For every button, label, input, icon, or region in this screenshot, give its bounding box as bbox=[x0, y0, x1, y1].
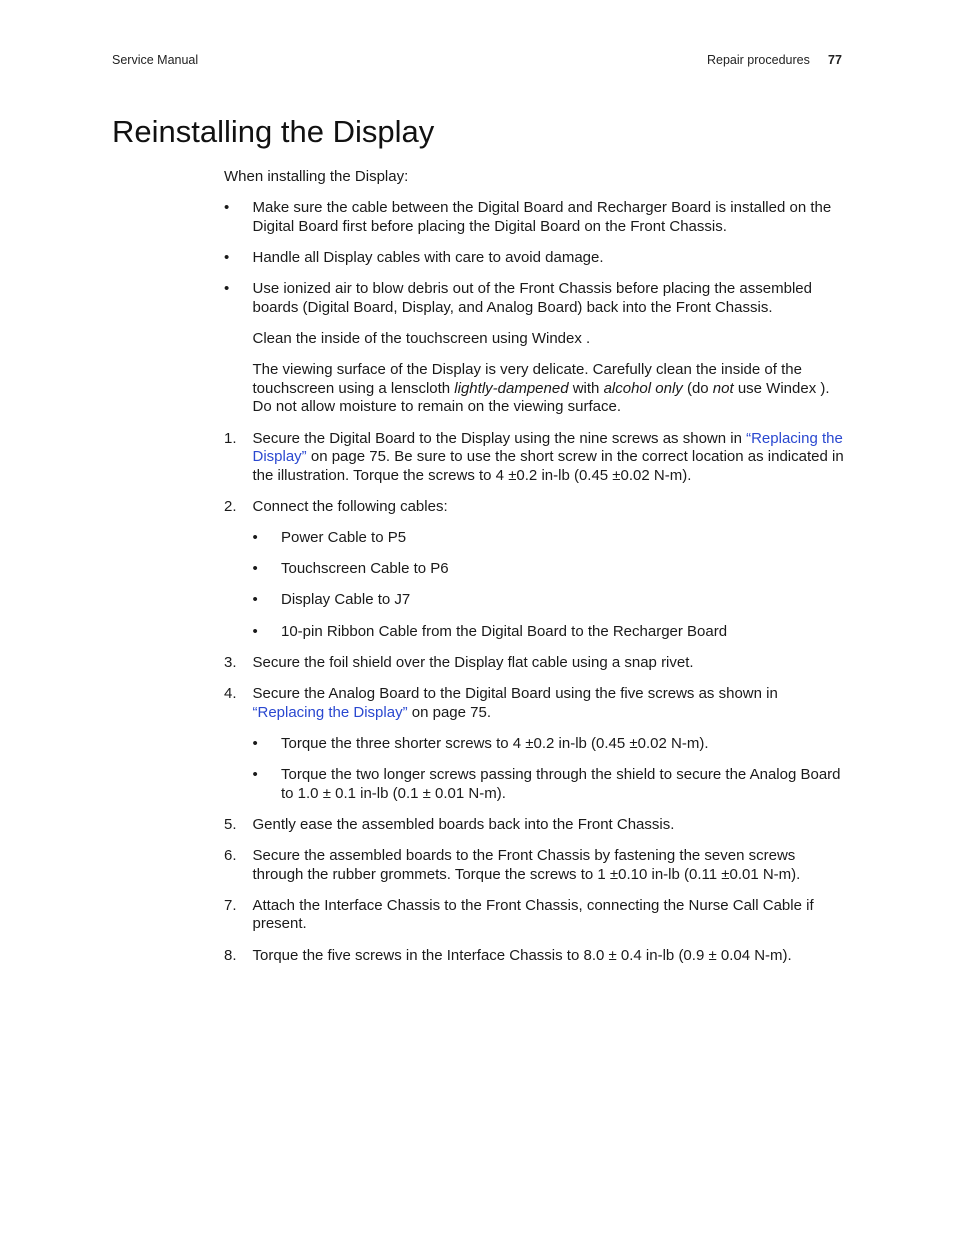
step-text: Secure the assembled boards to the Front Chassis by fastening the seven screws through the rubber grommets. Torque the screws to 1 ±0.10 in-lb (0.11 ±0.01 N-m). bbox=[252, 846, 801, 883]
cleaning-note: Clean the inside of the touchscreen using Windex . bbox=[252, 329, 591, 347]
caution-text: use Windex ). Do not allow moisture to remain on the viewing surface. bbox=[252, 379, 830, 416]
bullet-mark: • bbox=[252, 591, 258, 609]
running-header-section: Repair procedures bbox=[707, 53, 810, 67]
step-text bbox=[253, 430, 845, 486]
caution-emphasis: lightly-dampened bbox=[454, 379, 569, 397]
step-7 bbox=[224, 897, 844, 934]
bullet-mark: • bbox=[252, 765, 258, 783]
step-text: Connect the following cables: bbox=[252, 497, 448, 515]
bullet-mark: • bbox=[252, 560, 258, 578]
caution-text: (do bbox=[682, 379, 713, 397]
sub-bullet-item bbox=[253, 623, 845, 642]
step-text-part: on page 75. bbox=[407, 703, 491, 721]
caution-emphasis: alcohol only bbox=[603, 379, 683, 397]
sub-bullet-item bbox=[253, 529, 845, 548]
bullet-mark: • bbox=[252, 529, 258, 547]
step-6 bbox=[224, 847, 844, 884]
step-3 bbox=[224, 654, 844, 673]
step-4 bbox=[224, 685, 844, 722]
step-text: Torque the five screws in the Interface Chassis to 8.0 ± 0.4 in-lb (0.9 ± 0.04 N-m). bbox=[252, 946, 792, 964]
page-title: Reinstalling the Display bbox=[112, 114, 435, 149]
step-number: 1. bbox=[224, 429, 237, 447]
step-5 bbox=[224, 816, 844, 835]
step-number: 5. bbox=[224, 815, 237, 833]
sub-bullet-item bbox=[253, 560, 845, 579]
caution-text: The viewing surface of the Display is very delicate. Carefully clean the inside of the touchscreen using a lenscloth bbox=[252, 361, 802, 397]
page-number: 77 bbox=[828, 53, 842, 67]
bullet-mark: • bbox=[224, 199, 230, 217]
caution-text: with bbox=[568, 379, 604, 397]
cable-item: 10-pin Ribbon Cable from the Digital Board to the Recharger Board bbox=[281, 622, 728, 640]
step-text-part: Secure the Digital Board to the Display using the nine screws as shown in bbox=[252, 429, 747, 447]
intro-text: When installing the Display: bbox=[224, 168, 409, 185]
caution-note bbox=[253, 361, 845, 417]
step-text-part: on page 75. Be sure to use the short screw in the correct location as indicated in the illustration. Torque the screws to 4 ±0.2 in-lb (0.45 ±0.02 N-m). bbox=[252, 448, 844, 484]
step-2 bbox=[224, 498, 844, 517]
cross-reference-link[interactable]: “Replacing the Display” bbox=[252, 429, 843, 466]
bullet-mark: • bbox=[224, 280, 230, 298]
bullet-text: Use ionized air to blow debris out of the Front Chassis before placing the assembled boards (Digital Board, Display, and Analog Board) back into the Front Chassis. bbox=[252, 280, 812, 316]
running-header-title: Service Manual bbox=[112, 53, 199, 67]
caution-emphasis: not bbox=[712, 379, 734, 397]
procedure-body bbox=[224, 168, 844, 978]
torque-item: Torque the three shorter screws to 4 ±0.2 in-lb (0.45 ±0.02 N-m). bbox=[281, 734, 709, 752]
step-8 bbox=[224, 947, 844, 966]
bullet-mark: • bbox=[252, 622, 258, 640]
cross-reference-link[interactable]: “Replacing the Display” bbox=[252, 703, 408, 721]
step-number: 2. bbox=[224, 497, 237, 515]
torque-item: Torque the two longer screws passing through the shield to secure the Analog Board to 1.0 ± 0.1 in-lb (0.1 ± 0.01 N-m). bbox=[281, 765, 841, 802]
step-number: 4. bbox=[224, 685, 237, 702]
bullet-text: Handle all Display cables with care to avoid damage. bbox=[252, 248, 604, 266]
bullet-item bbox=[224, 280, 844, 317]
cable-item: Display Cable to J7 bbox=[281, 591, 411, 609]
step-number: 8. bbox=[224, 946, 237, 964]
sub-bullet-item bbox=[253, 591, 845, 610]
step-text-part: Secure the Analog Board to the Digital Board using the five screws as shown in bbox=[252, 685, 778, 702]
step-number: 6. bbox=[224, 846, 237, 864]
step-1 bbox=[224, 430, 844, 486]
step-number: 7. bbox=[224, 896, 237, 914]
step-number: 3. bbox=[224, 653, 237, 671]
step-text: Attach the Interface Chassis to the Front Chassis, connecting the Nurse Call Cable if present. bbox=[252, 896, 814, 933]
bullet-text: Make sure the cable between the Digital Board and Recharger Board is installed on the Digital Board first before placing the Digital Board on the Front Chassis. bbox=[252, 199, 832, 235]
step-text: Gently ease the assembled boards back into the Front Chassis. bbox=[252, 815, 675, 833]
cable-item: Touchscreen Cable to P6 bbox=[281, 560, 449, 578]
step-text bbox=[253, 685, 845, 722]
bullet-item bbox=[224, 199, 844, 236]
bullet-item bbox=[224, 249, 844, 268]
bullet-mark: • bbox=[224, 248, 230, 266]
bullet-mark: • bbox=[252, 734, 258, 752]
sub-bullet-item bbox=[253, 766, 845, 803]
cable-item: Power Cable to P5 bbox=[281, 529, 407, 547]
step-text: Secure the foil shield over the Display flat cable using a snap rivet. bbox=[252, 653, 694, 671]
sub-bullet-item bbox=[253, 735, 845, 754]
